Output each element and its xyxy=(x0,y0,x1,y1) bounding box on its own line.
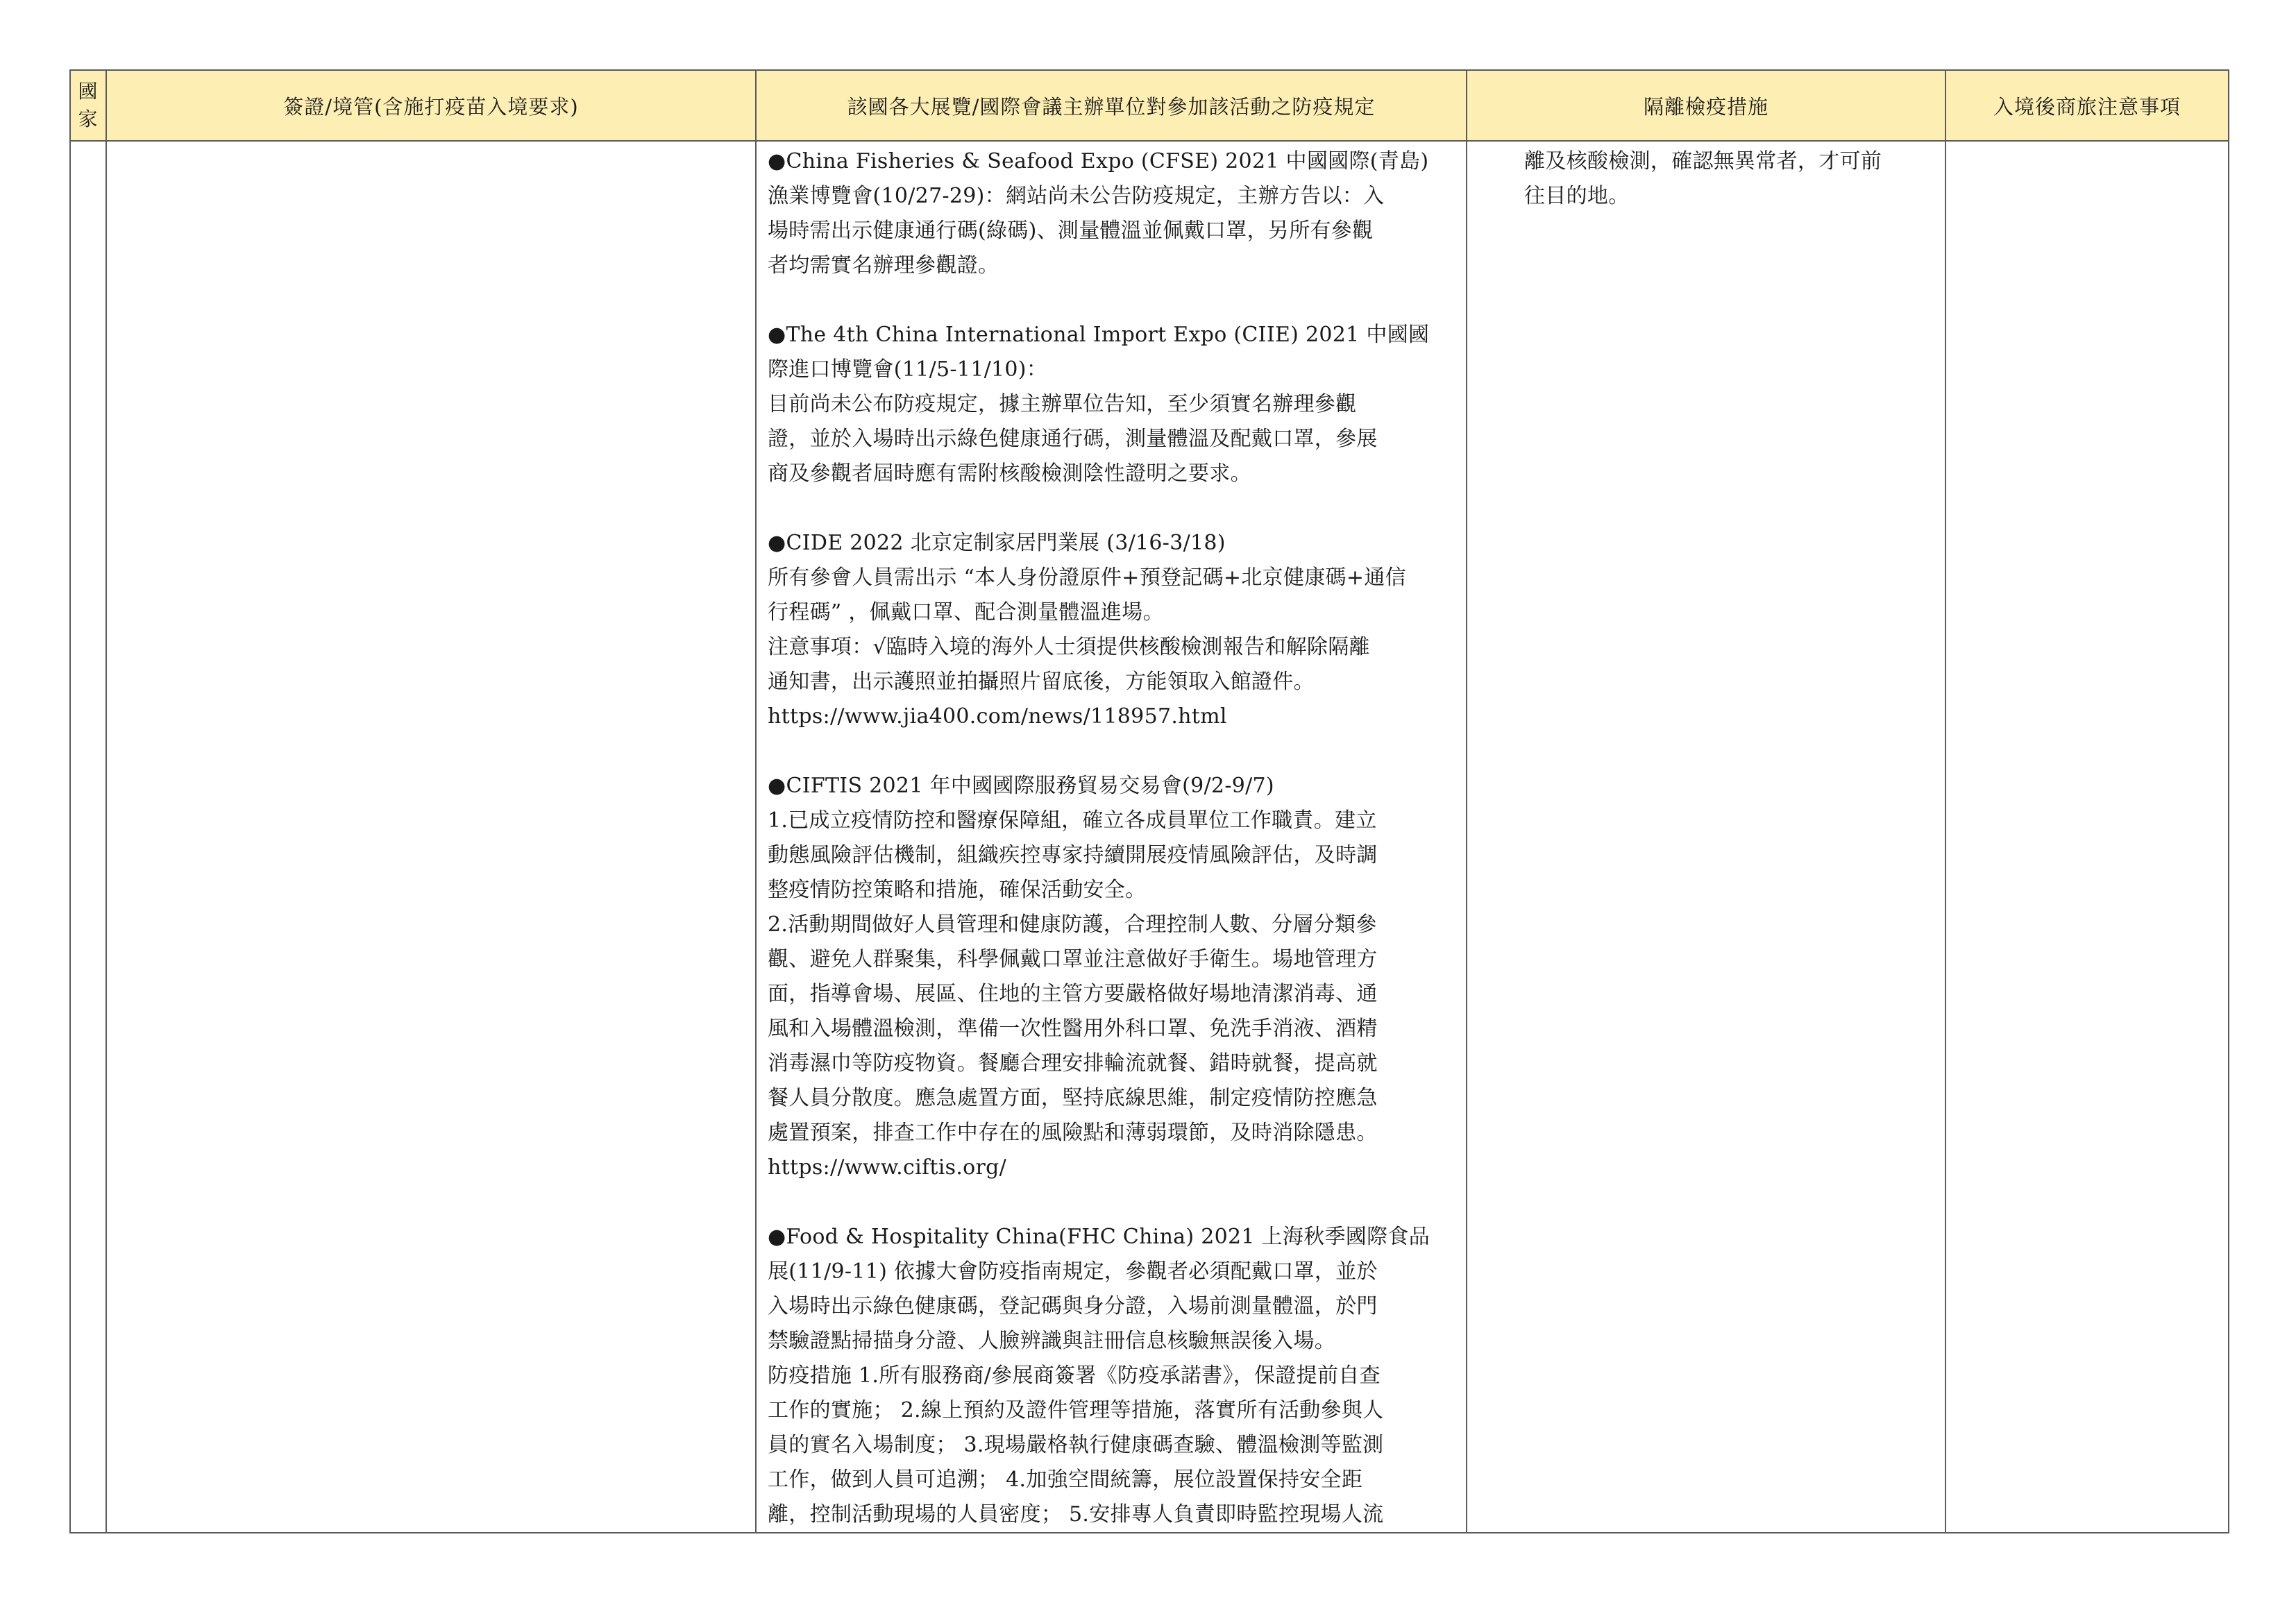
rules-line: 整疫情防控策略和措施，確保活動安全。 xyxy=(768,878,1147,902)
header-quarantine: 隔離檢疫措施 xyxy=(1467,70,1945,141)
rules-line: ●China Fisheries & Seafood Expo (CFSE) 2021 中國國際(青島) xyxy=(768,149,1429,173)
rules-line: 際進口博覽會(11/5-11/10)： xyxy=(768,357,1048,382)
rules-line: ●CIFTIS 2021 年中國國際服務貿易交易會(9/2-9/7) xyxy=(768,774,1274,798)
rules-line: 目前尚未公布防疫規定，據主辦單位告知，至少須實名辦理參觀 xyxy=(768,392,1357,416)
rules-line: 者均需實名辦理參觀證。 xyxy=(768,253,999,278)
rules-line: 觀、避免人群聚集，科學佩戴口罩並注意做好手衛生。場地管理方 xyxy=(768,947,1378,971)
header-rules: 該國各大展覽/國際會議主辦單位對參加該活動之防疫規定 xyxy=(756,70,1467,141)
rules-line: 入場時出示綠色健康碼，登記碼與身分證，入場前測量體溫，於門 xyxy=(768,1294,1378,1318)
rules-line: ●CIDE 2022 北京定制家居門業展 (3/16-3/18) xyxy=(768,531,1226,555)
rules-line: 證，並於入場時出示綠色健康通行碼，測量體溫及配戴口罩，參展 xyxy=(768,427,1378,451)
header-row xyxy=(70,70,2229,141)
rules-line: 消毒濕巾等防疫物資。餐廳合理安排輪流就餐、錯時就餐，提高就 xyxy=(768,1051,1378,1076)
rules-line: 行程碼” ，佩戴口罩、配合測量體溫進場。 xyxy=(768,600,1164,624)
paragraph-gap xyxy=(768,1185,1458,1220)
rules-line: 所有參會人員需出示 “本人身份證原件+預登記碼+北京健康碼+通信 xyxy=(768,566,1406,590)
rules-line: 漁業博覽會(10/27-29)：網站尚未公告防疫規定，主辦方告以：入 xyxy=(768,184,1385,208)
header-visa: 簽證/境管(含施打疫苗入境要求) xyxy=(106,70,756,141)
paragraph-gap xyxy=(768,734,1458,769)
rules-line: 風和入場體溫檢測，準備一次性醫用外科口罩、免洗手消液、酒精 xyxy=(768,1017,1378,1041)
rules-line: 通知書，出示護照並拍攝照片留底後，方能領取入館證件。 xyxy=(768,670,1315,694)
rules-line: 離，控制活動現場的人員密度； 5.安排專人負責即時監控現場人流 xyxy=(768,1502,1384,1527)
rules-line: ●The 4th China International Import Expo (CIIE) 2021 中國國 xyxy=(768,323,1430,347)
quarantine-line: 往目的地。 xyxy=(1524,184,1630,208)
rules-line: 注意事項：√臨時入境的海外人士須提供核酸檢測報告和解除隔離 xyxy=(768,635,1370,659)
paragraph-gap xyxy=(768,283,1458,318)
rules-line: https://www.ciftis.org/ xyxy=(768,1155,1007,1180)
rules-line: 員的實名入場制度； 3.現場嚴格執行健康碼查驗、體溫檢測等監測 xyxy=(768,1433,1384,1457)
rules-line: 2.活動期間做好人員管理和健康防護，合理控制人數、分層分類參 xyxy=(768,912,1377,937)
rules-line: ●Food & Hospitality China(FHC China) 2021 上海秋季國際食品 xyxy=(768,1225,1430,1249)
notes-cell xyxy=(1945,141,2229,1533)
quarantine-line: 離及核酸檢測，確認無異常者，才可前 xyxy=(1524,149,1882,173)
rules-line: 動態風險評估機制，組織疾控專家持續開展疫情風險評估，及時調 xyxy=(768,843,1378,867)
rules-line: 工作，做到人員可追溯； 4.加強空間統籌，展位設置保持安全距 xyxy=(768,1468,1363,1492)
rules-text xyxy=(757,142,1466,1532)
table-row xyxy=(70,141,2229,1533)
regulations-table xyxy=(69,69,2229,1533)
rules-line: 餐人員分散度。應急處置方面，堅持底線思維，制定疫情防控應急 xyxy=(768,1086,1378,1110)
header-country-label: 國家 xyxy=(78,80,99,130)
quarantine-text xyxy=(1467,142,1945,214)
rules-line: 商及參觀者屆時應有需附核酸檢測陰性證明之要求。 xyxy=(768,461,1251,486)
rules-line: 工作的實施； 2.線上預約及證件管理等措施，落實所有活動參與人 xyxy=(768,1398,1384,1422)
header-country xyxy=(70,70,106,141)
rules-line: 處置預案，排查工作中存在的風險點和薄弱環節，及時消除隱患。 xyxy=(768,1121,1378,1145)
rules-line: 禁驗證點掃描身分證、人臉辨識與註冊信息核驗無誤後入場。 xyxy=(768,1329,1336,1353)
rules-line: https://www.jia400.com/news/118957.html xyxy=(768,704,1227,729)
rules-line: 展(11/9-11) 依據大會防疫指南規定，參觀者必須配戴口罩，並於 xyxy=(768,1259,1378,1284)
visa-cell xyxy=(106,141,756,1533)
rules-line: 防疫措施 1.所有服務商/參展商簽署《防疫承諾書》，保證提前自查 xyxy=(768,1363,1381,1388)
paragraph-gap xyxy=(768,491,1458,526)
rules-line: 面，指導會場、展區、住地的主管方要嚴格做好場地清潔消毒、通 xyxy=(768,982,1378,1006)
country-cell xyxy=(70,141,106,1533)
quarantine-cell xyxy=(1467,141,1945,1533)
header-notes: 入境後商旅注意事項 xyxy=(1945,70,2229,141)
rules-line: 場時需出示健康通行碼(綠碼)、測量體溫並佩戴口罩，另所有參觀 xyxy=(768,219,1374,243)
rules-line: 1.已成立疫情防控和醫療保障組，確立各成員單位工作職責。建立 xyxy=(768,808,1377,833)
rules-cell xyxy=(756,141,1467,1533)
